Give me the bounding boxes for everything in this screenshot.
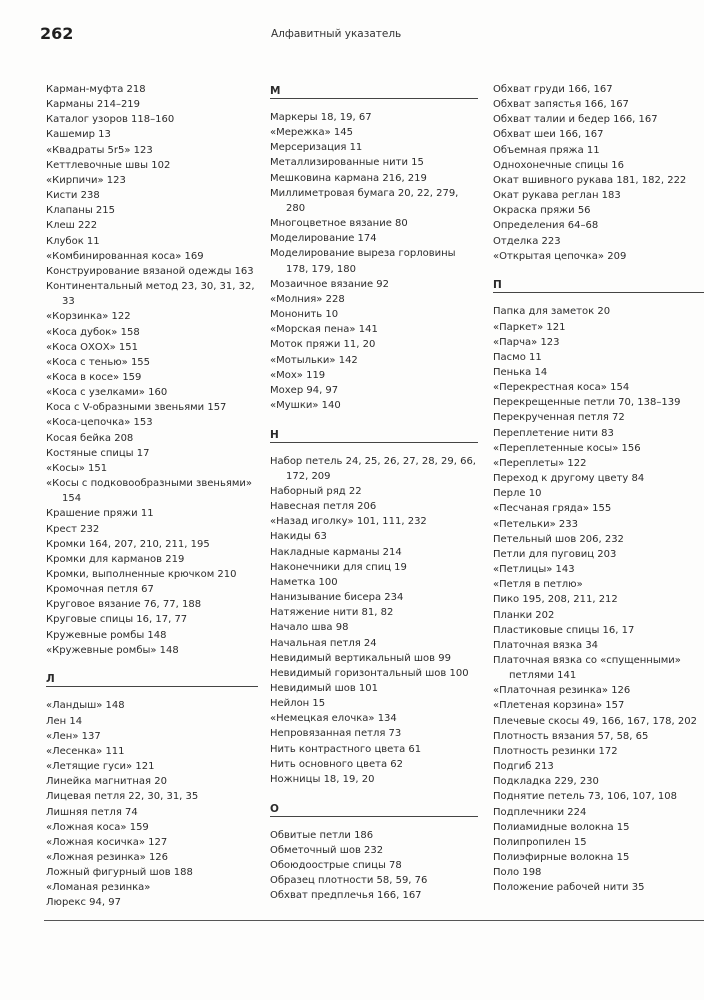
index-entry: Мозаичное вязание 92 [270, 278, 390, 290]
index-entry: Обоюдоострые спицы 78 [270, 859, 402, 871]
index-entry: Определения 64–68 [493, 220, 599, 232]
index-entry: «Платочная резинка» 126 [493, 685, 631, 697]
index-entry: Начало шва 98 [270, 622, 349, 634]
section-heading: О [270, 800, 478, 817]
index-entry: Набор петель 24, 25, 26, 27, 28, 29, 66, 172, 209 [270, 455, 476, 482]
index-entry: Поло 198 [493, 867, 542, 879]
index-entry: Обхват предплечья 166, 167 [270, 890, 422, 902]
index-entry: Планки 202 [493, 609, 555, 621]
index-entry: Перле 10 [493, 488, 542, 500]
section-heading: М [270, 82, 478, 99]
entry-list [270, 828, 478, 904]
index-entry: Пасмо 11 [493, 351, 542, 363]
index-column-2 [270, 82, 478, 916]
index-entry: Накладные карманы 214 [270, 546, 402, 558]
index-entry: Крест 232 [46, 523, 100, 535]
entry-list [270, 110, 478, 413]
index-entry: Кеттлевочные швы 102 [46, 159, 171, 171]
section-k [46, 82, 258, 658]
index-entry: Мононить 10 [270, 309, 339, 321]
index-entry: Положение рабочей нити 35 [493, 882, 645, 894]
index-entry: Моделирование выреза горловины 178, 179, 180 [270, 248, 456, 275]
index-entry: Обхват груди 166, 167 [493, 84, 613, 95]
index-entry: Обхват шеи 166, 167 [493, 129, 604, 141]
index-entry: Платочная вязка со «спущенными» петлями 141 [493, 654, 681, 682]
index-entry: Подкладка 229, 230 [493, 776, 599, 788]
index-entry: Плотность резинки 172 [493, 745, 618, 757]
index-entry: Наконечники для спиц 19 [270, 561, 407, 573]
index-entry: «Немецкая елочка» 134 [270, 713, 397, 725]
index-entry: «Переплетенные косы» 156 [493, 442, 641, 454]
index-entry: «Коса в косе» 159 [46, 371, 142, 383]
index-entry: «Переплеты» 122 [493, 457, 587, 469]
index-entry: «Петельки» 233 [493, 518, 578, 530]
index-entry: Конструирование вязаной одежды 163 [46, 265, 254, 277]
index-entry: «Парча» 123 [493, 336, 560, 348]
index-entry: Объемная пряжа 11 [493, 144, 600, 156]
index-entry: Обметочный шов 232 [270, 844, 384, 856]
index-entry: «Коса с тенью» 155 [46, 356, 151, 368]
index-entry: «Петля в петлю» [493, 579, 583, 591]
index-entry: «Коса ОХОХ» 151 [46, 341, 138, 353]
index-entry: Наметка 100 [270, 576, 338, 588]
index-column-3 [493, 82, 704, 908]
index-entry: Невидимый шов 101 [270, 682, 379, 694]
section-heading: П [493, 276, 704, 293]
index-entry: «Мережка» 145 [270, 127, 353, 139]
index-entry: Петли для пуговиц 203 [493, 548, 617, 560]
index-entry: Начальная петля 24 [270, 637, 377, 649]
index-entry: Обвитые петли 186 [270, 829, 374, 841]
index-entry: «Лен» 137 [46, 730, 101, 742]
index-entry: Маркеры 18, 19, 67 [270, 112, 372, 123]
index-entry: Кисти 238 [46, 190, 100, 202]
index-entry: Непровязанная петля 73 [270, 728, 402, 740]
index-entry: «Коса с узелками» 160 [46, 387, 168, 399]
index-entry: Натяжение нити 81, 82 [270, 607, 394, 619]
index-entry: Лишняя петля 74 [46, 806, 138, 818]
index-entry: «Косы» 151 [46, 462, 108, 474]
index-entry: «Паркет» 121 [493, 321, 566, 333]
index-entry: Костяные спицы 17 [46, 447, 150, 459]
index-entry: «Комбинированная коса» 169 [46, 250, 204, 262]
index-entry: Обхват запястья 166, 167 [493, 99, 629, 111]
index-entry: Однохонечные спицы 16 [493, 159, 624, 171]
index-entry: Папка для заметок 20 [493, 306, 611, 318]
index-entry: «Мох» 119 [270, 369, 326, 381]
index-entry: Нить основного цвета 62 [270, 758, 403, 770]
index-entry: Полиамидные волокна 15 [493, 821, 630, 833]
index-entry: Окат вшивного рукава 181, 182, 222 [493, 174, 687, 186]
section-o [270, 800, 478, 904]
index-entry: Мерсеризация 11 [270, 142, 363, 154]
index-entry: Моделирование 174 [270, 233, 377, 245]
index-entry: Лицевая петля 22, 30, 31, 35 [46, 791, 199, 803]
index-entry: Пико 195, 208, 211, 212 [493, 594, 618, 606]
index-entry: Карман-муфта 218 [46, 84, 146, 95]
index-entry: Кромки для карманов 219 [46, 553, 185, 565]
index-entry: «Морская пена» 141 [270, 324, 378, 336]
index-entry: Клеш 222 [46, 220, 98, 232]
index-entry: Клубок 11 [46, 235, 100, 247]
index-entry: «Ландыш» 148 [46, 700, 125, 712]
index-entry: «Молния» 228 [270, 293, 345, 305]
index-entry: «Открытая цепочка» 209 [493, 250, 627, 262]
index-entry: Круговые спицы 16, 17, 77 [46, 614, 188, 626]
index-entry: «Ложная косичка» 127 [46, 836, 168, 848]
index-entry: Косая бейка 208 [46, 432, 134, 444]
index-entry: Коса с V-образными звеньями 157 [46, 402, 227, 414]
index-entry: Карманы 214–219 [46, 99, 141, 111]
index-entry: Нанизывание бисера 234 [270, 592, 404, 604]
index-entry: Нейлон 15 [270, 698, 326, 710]
index-entry: Переплетение нити 83 [493, 427, 614, 439]
index-entry: «Кирпичи» 123 [46, 174, 126, 186]
page-number: 262 [40, 24, 74, 43]
index-entry: Окраска пряжи 56 [493, 205, 591, 217]
index-entry: Полипропилен 15 [493, 836, 587, 848]
index-entry: Навесная петля 206 [270, 501, 377, 513]
index-entry: Кромочная петля 67 [46, 584, 154, 596]
index-entry: Лен 14 [46, 715, 83, 727]
index-entry: «Кружевные ромбы» 148 [46, 644, 179, 656]
index-entry: Окат рукава реглан 183 [493, 190, 621, 202]
index-entry: Петельный шов 206, 232 [493, 533, 624, 545]
index-entry: Мешковина кармана 216, 219 [270, 172, 427, 184]
index-entry: Пластиковые спицы 16, 17 [493, 624, 635, 636]
index-entry: Поднятие петель 73, 106, 107, 108 [493, 791, 677, 803]
entry-list [46, 698, 258, 910]
section-n [270, 426, 478, 787]
running-head: Алфавитный указатель [271, 28, 402, 40]
index-entry: Переход к другому цвету 84 [493, 473, 645, 485]
index-entry: «Песчаная гряда» 155 [493, 503, 612, 515]
index-entry: Моток пряжи 11, 20 [270, 339, 376, 351]
index-column-1 [46, 82, 258, 923]
index-entry: Перекрещенные петли 70, 138–139 [493, 397, 681, 409]
index-entry: «Коса-цепочка» 153 [46, 417, 153, 429]
index-entry: Пенька 14 [493, 367, 548, 378]
section-l [46, 670, 258, 910]
index-entry: Ложный фигурный шов 188 [46, 867, 193, 879]
index-entry: Кружевные ромбы 148 [46, 629, 167, 641]
index-entry: Ножницы 18, 19, 20 [270, 773, 375, 785]
index-entry: «Лесенка» 111 [46, 745, 125, 757]
section-o-continued [493, 82, 704, 264]
index-entry: Невидимый вертикальный шов 99 [270, 652, 451, 664]
index-entry: Обхват талии и бедер 166, 167 [493, 114, 658, 126]
entry-list [493, 82, 704, 264]
index-entry: «Корзинка» 122 [46, 311, 131, 323]
index-entry: Невидимый горизонтальный шов 100 [270, 667, 469, 679]
index-entry: «Мушки» 140 [270, 399, 341, 411]
section-heading: Л [46, 670, 258, 687]
index-entry: Многоцветное вязание 80 [270, 218, 408, 230]
index-entry: «Косы с подковообразными звеньями» 154 [46, 478, 253, 505]
index-entry: Плотность вязания 57, 58, 65 [493, 730, 649, 742]
index-entry: «Ломаная резинка» [46, 882, 151, 894]
index-entry: Наборный ряд 22 [270, 485, 362, 497]
section-p [493, 276, 704, 895]
index-entry: «Квадраты 5r5» 123 [46, 144, 153, 156]
index-entry: Круговое вязание 76, 77, 188 [46, 599, 202, 611]
entry-list [46, 82, 258, 658]
index-entry: Металлизированные нити 15 [270, 157, 424, 169]
index-entry: «Летящие гуси» 121 [46, 761, 155, 773]
index-entry: «Петлицы» 143 [493, 564, 575, 576]
entry-list [270, 454, 478, 787]
index-entry: Линейка магнитная 20 [46, 776, 167, 788]
index-entry: «Ложная резинка» 126 [46, 852, 169, 863]
index-entry: «Мотыльки» 142 [270, 354, 358, 366]
index-entry: «Перекрестная коса» 154 [493, 382, 630, 394]
section-m [270, 82, 478, 413]
index-entry: Мохер 94, 97 [270, 384, 339, 396]
footer-rule [44, 920, 704, 921]
index-entry: Платочная вязка 34 [493, 639, 599, 651]
index-entry: Каталог узоров 118–160 [46, 114, 175, 126]
index-entry: «Ложная коса» 159 [46, 821, 149, 833]
index-entry: Кромки, выполненные крючком 210 [46, 569, 237, 580]
index-entry: «Коса дубок» 158 [46, 326, 140, 338]
index-entry: Континентальный метод 23, 30, 31, 32, 33 [46, 281, 255, 308]
index-entry: Миллиметровая бумага 20, 22, 279, 280 [270, 187, 459, 214]
index-entry: Люрекс 94, 97 [46, 897, 121, 909]
index-entry: Плечевые скосы 49, 166, 167, 178, 202 [493, 715, 697, 727]
section-heading: Н [270, 426, 478, 443]
index-entry: Подгиб 213 [493, 761, 554, 773]
index-entry: Нить контрастного цвета 61 [270, 743, 422, 755]
index-entry: Крашение пряжи 11 [46, 508, 154, 520]
index-entry: Клапаны 215 [46, 205, 115, 217]
index-entry: Отделка 223 [493, 235, 561, 247]
index-entry: Полиэфирные волокна 15 [493, 852, 630, 863]
index-entry: «Плетеная корзина» 157 [493, 700, 625, 712]
index-entry: Перекрученная петля 72 [493, 412, 625, 424]
index-entry: Кашемир 13 [46, 129, 111, 141]
index-entry: «Назад иголку» 101, 111, 232 [270, 516, 427, 528]
entry-list [493, 304, 704, 895]
index-entry: Кромки 164, 207, 210, 211, 195 [46, 538, 210, 550]
index-entry: Подплечники 224 [493, 806, 587, 818]
index-entry: Образец плотности 58, 59, 76 [270, 875, 428, 887]
index-entry: Накиды 63 [270, 531, 327, 543]
